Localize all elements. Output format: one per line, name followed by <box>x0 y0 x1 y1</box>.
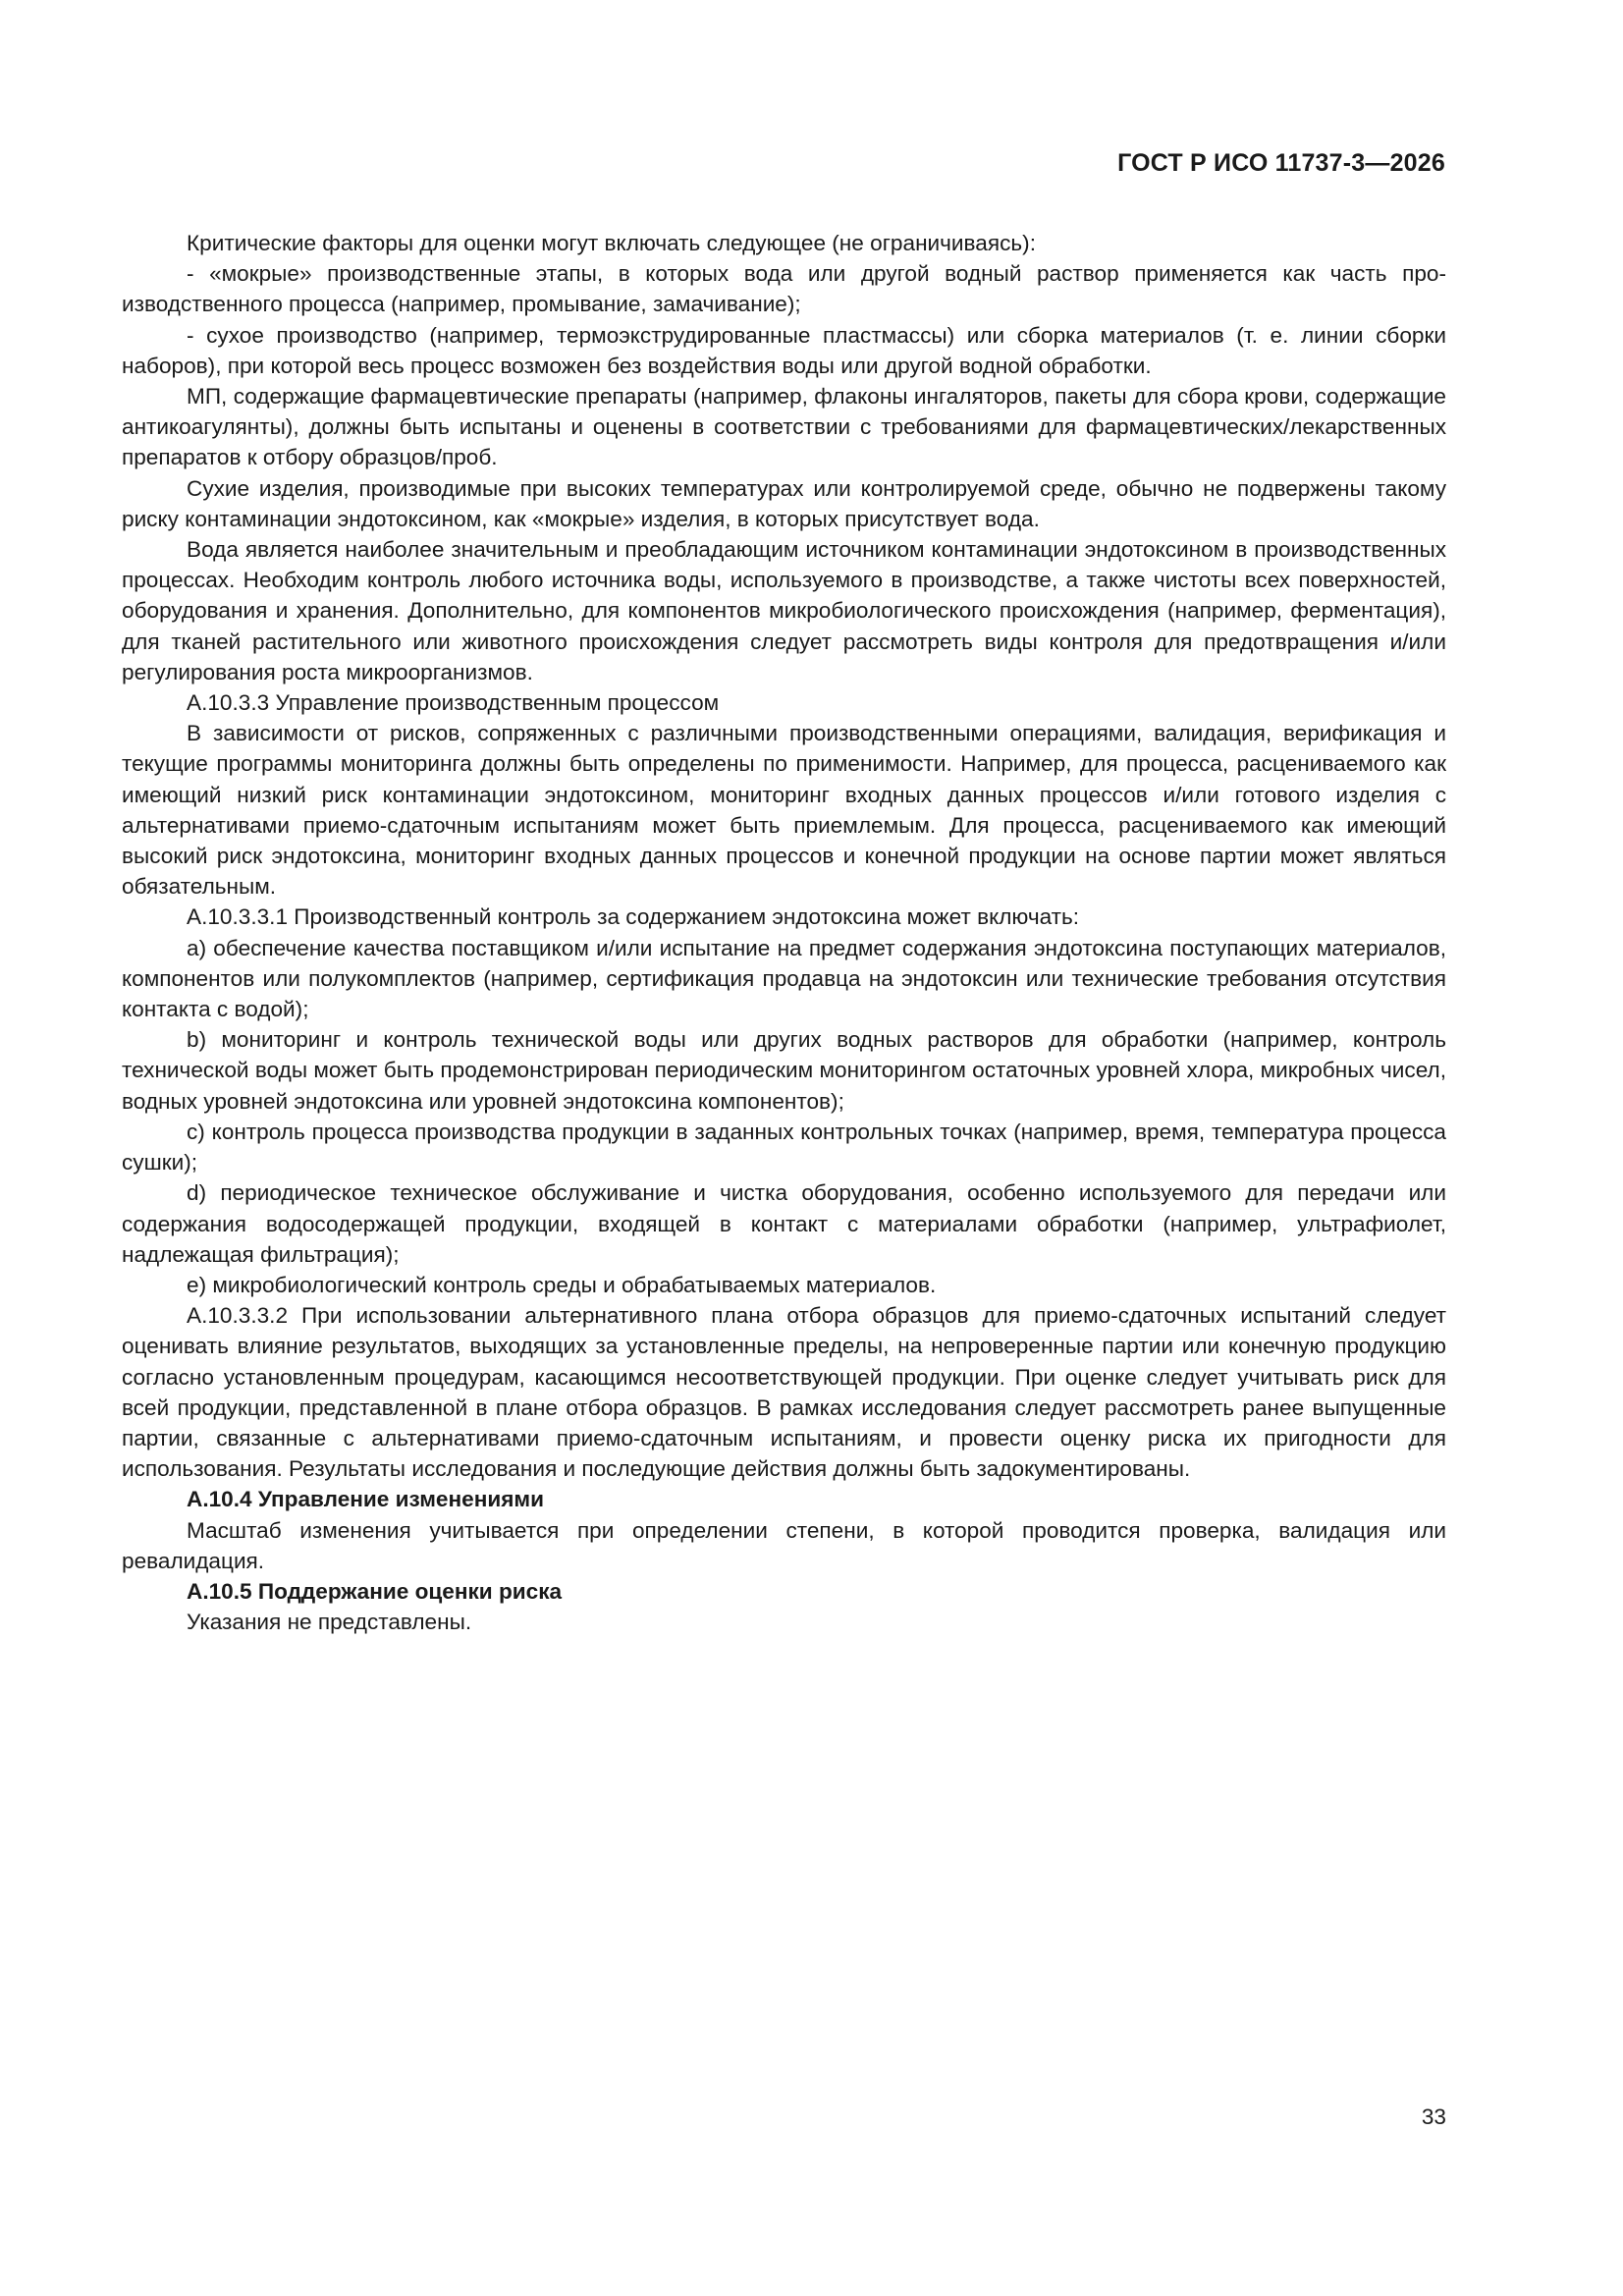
section-heading-a-10-5: А.10.5 Поддержание оценки риска <box>187 1578 563 1604</box>
paragraph-change-scope: Масштаб изменения учитывается при определении степени, в которой проводится проверка, валидация или ревалидация. <box>122 1517 1446 1573</box>
section-heading-a-10-3-3: А.10.3.3 Управление производственным процессом <box>187 690 720 716</box>
page-number: 33 <box>1421 2105 1446 2129</box>
section-heading-a-10-3-3-1: А.10.3.3.1 Производственный контроль за содержанием эндотоксина может включать: <box>187 904 1080 930</box>
paragraph-dry-products: Сухие изделия, производимые при высоких температурах или контролируемой среде, обычно не подвержены такому риску контаминации эндотоксином, как «мокрые» изделия, в которых присутствует вода. <box>122 475 1446 531</box>
paragraph-no-guidance: Указания не представлены. <box>187 1610 472 1635</box>
paragraph-wet-stages: - «мокрые» производственные этапы, в которых вода или другой водный раствор применяется как часть производственного процесса (например, промывание, замачивание); <box>122 261 1446 317</box>
list-item-c: c) контроль процесса производства продукции в заданных контрольных точках (например, время, температура процесса сушки); <box>122 1119 1446 1175</box>
document-header-title: ГОСТ Р ИСО 11737-3—2026 <box>1117 149 1445 177</box>
document-body <box>122 228 1446 1637</box>
paragraph-a-10-3-3-2: А.10.3.3.2 При использовании альтернативного плана отбора образцов для приемо-сдаточных испытаний следует оценивать влияние результатов, выходящих за установленные пределы, на непроверенные партии или конечную продукцию согласно установленным процедурам, касающимся несоответствующей продукции. При оценке следует учитывать риск для всей продукции, представленной в плане отбора образцов. В рамках исследования следует рассмотреть ранее выпущенные партии, связанные с альтернативами приемо-сдаточным испытаниям, и провести оценку риска их пригодности для использования. Результаты исследования и последующие действия должны быть задокументированы. <box>122 1303 1446 1482</box>
paragraph-risk-monitoring: В зависимости от рисков, сопряженных с различными производственными операциями, валидация, верификация и текущие программы мониторинга должны быть определены по применимости. Например, для процесса, расцениваемого как имеющий низкий риск контаминации эндотоксином, мониторинг входных данных процессов и/или готового изделия с альтернативами приемо-сдаточным испытаниям может быть приемлемым. Для процесса, расцениваемого как имеющий высокий риск эндотоксина, мониторинг входных данных процессов и конечной продукции на основе партии может являться обязательным. <box>122 721 1446 900</box>
list-item-b: b) мониторинг и контроль технической воды или других водных растворов для обработки (например, контроль технической воды может быть продемонстрирован периодическим мониторингом остаточных уровней хлора, микробных чисел, водных уровней эндотоксина или уровней эндотоксина компонентов); <box>122 1027 1446 1114</box>
paragraph-water-source: Вода является наиболее значительным и преобладающим источником контаминации эндотоксином в производственных процессах. Необходим контроль любого источника воды, используемого в производстве, а также чистоты всех поверхностей, оборудования и хранения. Дополнительно, для компонентов микробиологического происхождения (например, ферментация), для тканей растительного или животного происхождения следует рассмотреть виды контроля для предотвращения и/или регулирования роста микроорганизмов. <box>122 537 1446 684</box>
paragraph-pharma-devices: МП, содержащие фармацевтические препараты (например, флаконы ингаляторов, пакеты для сбора крови, содержащие антикоагулянты), должны быть испытаны и оценены в соответствии с требованиями для фармацевтических/лекарственных препаратов к отбору образцов/проб. <box>122 384 1446 470</box>
section-heading-a-10-4: А.10.4 Управление изменениями <box>187 1487 545 1512</box>
list-item-d: d) периодическое техническое обслуживание и чистка оборудования, особенно используемого для передачи или содержания водосодержащей продукции, входящей в контакт с материалами обработки (например, ультрафиолет, надлежащая фильтрация); <box>122 1180 1446 1267</box>
paragraph-dry-production: - сухое производство (например, термоэкструдированные пластмассы) или сборка материалов (т. е. линии сборки наборов), при которой весь процесс возможен без воздействия воды или другой водной обработки. <box>122 322 1446 378</box>
paragraph-critical-factors: Критические факторы для оценки могут включать следующее (не ограничиваясь): <box>187 231 1036 255</box>
list-item-e: e) микробиологический контроль среды и обрабатываемых материалов. <box>187 1272 937 1297</box>
list-item-a: a) обеспечение качества поставщиком и/или испытание на предмет содержания эндотоксина поступающих материалов, компонентов или полукомплектов (например, сертификация продавца на эндотоксин или технические требования отсутствия контакта с водой); <box>122 935 1446 1022</box>
